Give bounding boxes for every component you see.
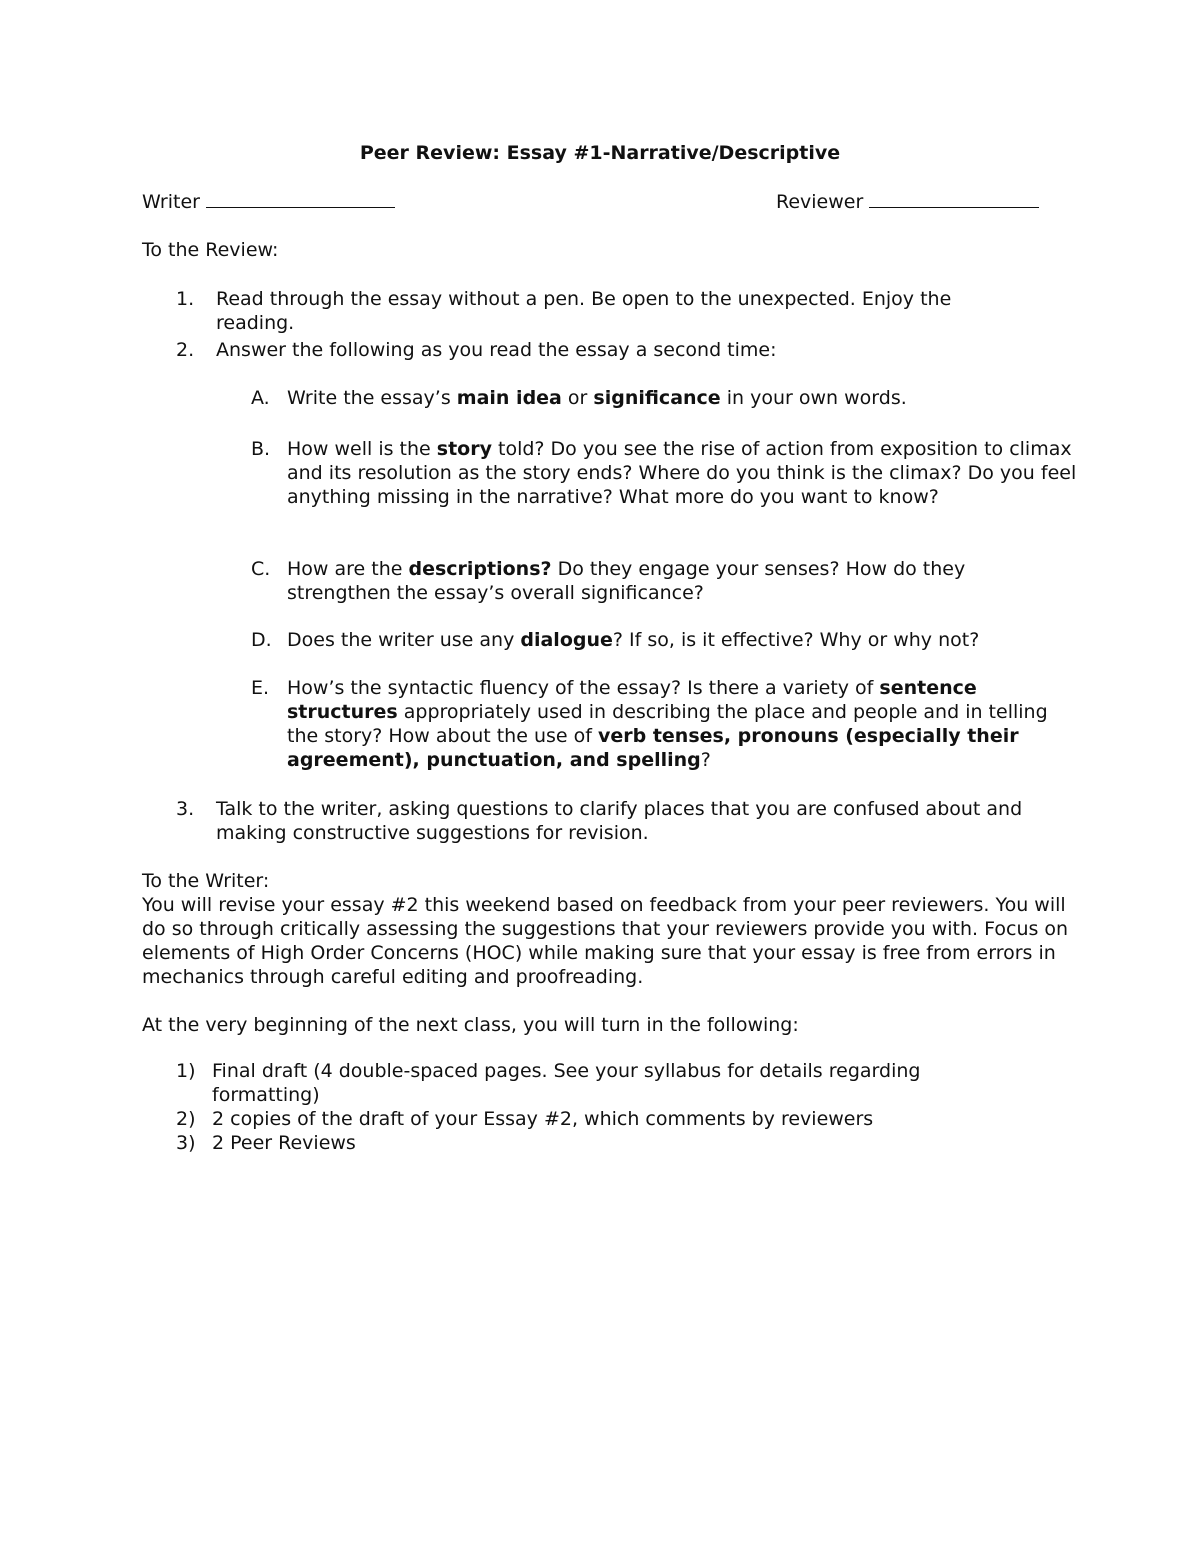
question-emphasis: verb tenses, pronouns (especially their agreement), punctuation, and spelling bbox=[287, 725, 1019, 771]
reviewer-label: Reviewer bbox=[776, 191, 864, 213]
turn-in-item: 2 copies of the draft of your Essay #2, which comments by reviewers bbox=[212, 1108, 874, 1130]
question-emphasis: sentence structures bbox=[287, 677, 977, 723]
writer-paragraph: You will revise your essay #2 this weekend based on feedback from your peer reviewers. You will do so through critically assessing the suggestions that your reviewers provide you with. Focus on elements of High Order Concerns (HOC) while making sure that your essay is free from errors in mechanics through careful editing and proofreading. bbox=[142, 894, 1069, 988]
writer-label: Writer bbox=[142, 191, 200, 213]
step-text: Read through the essay without a pen. Be open to the unexpected. Enjoy the reading. bbox=[216, 288, 952, 334]
turn-in-item: 2 Peer Reviews bbox=[212, 1132, 356, 1154]
question-segment: Do they engage your senses? How do they strengthen the essay’s overall significance? bbox=[287, 558, 966, 604]
question-text bbox=[287, 628, 1087, 652]
question-segment: How’s the syntactic fluency of the essay? Is there a variety of bbox=[287, 677, 880, 699]
turn-in-intro: At the very beginning of the next class, you will turn in the following: bbox=[142, 1014, 799, 1036]
turn-in-number: 2) bbox=[176, 1108, 196, 1130]
step-text: Answer the following as you read the essay a second time: bbox=[216, 339, 777, 361]
question-segment: How are the bbox=[287, 558, 409, 580]
question-letter: E. bbox=[251, 677, 270, 699]
question-letter: D. bbox=[251, 629, 272, 651]
question-segment: or bbox=[561, 387, 594, 409]
question-emphasis: significance bbox=[593, 387, 721, 409]
question-segment: How well is the bbox=[287, 438, 437, 460]
question-segment: appropriately used in describing the place and people and in telling the story? How about the use of bbox=[287, 701, 1048, 747]
question-text bbox=[287, 557, 1007, 605]
step-number: 1. bbox=[176, 288, 195, 310]
question-segment: Write the essay’s bbox=[287, 387, 457, 409]
reviewer-field bbox=[776, 189, 1039, 214]
review-heading: To the Review: bbox=[142, 239, 279, 261]
step-text: Talk to the writer, asking questions to clarify places that you are confused about and making constructive suggestions for revision. bbox=[216, 798, 1023, 844]
question-emphasis: descriptions? bbox=[408, 558, 552, 580]
question-letter: C. bbox=[251, 558, 271, 580]
question-emphasis: story bbox=[436, 438, 492, 460]
question-emphasis: main idea bbox=[456, 387, 562, 409]
question-segment: ? If so, is it effective? Why or why not? bbox=[612, 629, 980, 651]
writer-blank-line bbox=[206, 189, 395, 208]
step-number: 2. bbox=[176, 339, 195, 361]
step-number: 3. bbox=[176, 798, 195, 820]
question-letter: A. bbox=[251, 387, 270, 409]
question-emphasis: dialogue bbox=[520, 629, 613, 651]
question-segment: ? bbox=[700, 749, 711, 771]
question-text bbox=[287, 386, 1087, 410]
question-text bbox=[287, 437, 1077, 509]
document-title: Peer Review: Essay #1-Narrative/Descriptive bbox=[359, 142, 841, 164]
writer-heading: To the Writer: bbox=[142, 870, 270, 892]
turn-in-number: 3) bbox=[176, 1132, 196, 1154]
question-segment: Does the writer use any bbox=[287, 629, 521, 651]
question-text bbox=[287, 676, 1072, 772]
turn-in-number: 1) bbox=[176, 1060, 196, 1082]
turn-in-item: Final draft (4 double-spaced pages. See your syllabus for details regarding formatting) bbox=[212, 1060, 921, 1106]
question-segment: told? Do you see the rise of action from exposition to climax and its resolution as the story ends? Where do you think is the climax? Do you feel anything missing in the narrative? What more do you want to know? bbox=[287, 438, 1077, 508]
writer-field bbox=[142, 189, 395, 214]
question-segment: in your own words. bbox=[720, 387, 907, 409]
reviewer-blank-line bbox=[869, 189, 1039, 208]
question-letter: B. bbox=[251, 438, 271, 460]
